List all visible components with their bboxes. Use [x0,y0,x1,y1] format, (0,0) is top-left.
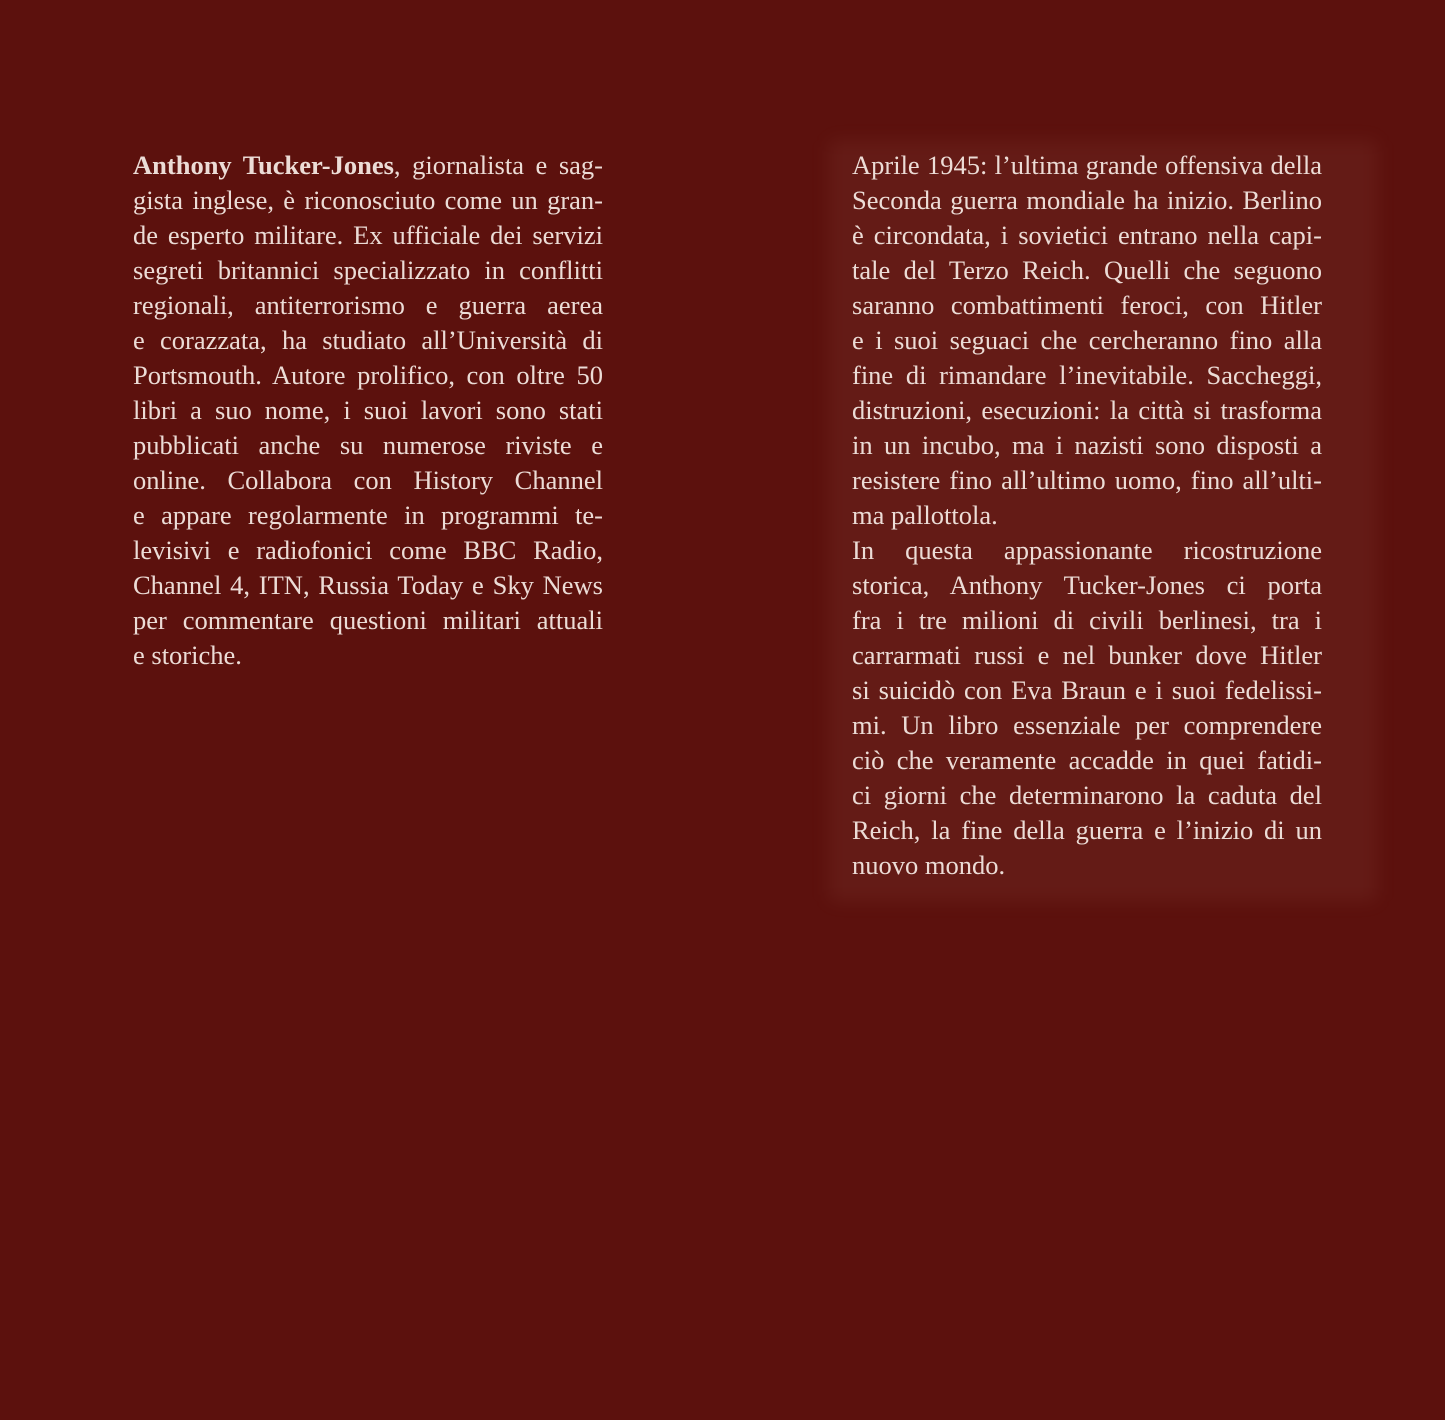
text-line: libri a suo nome, i suoi lavori sono stati [133,395,603,425]
text-line: ciò che veramente accadde in quei fatidi- [852,745,1322,775]
text-line: regionali, antiterrorismo e guerra aerea [133,290,603,320]
text-line: gista inglese, è riconosciuto come un gran- [133,185,603,215]
text-line: Seconda guerra mondiale ha inizio. Berlino [852,185,1322,215]
text-line: mi. Un libro essenziale per comprendere [852,710,1322,740]
text-line: online. Collabora con History Channel [133,465,603,495]
text-line: fine di rimandare l’inevitabile. Saccheggi, [852,360,1322,390]
text-line: e corazzata, ha studiato all’Università di [133,325,603,355]
text-line: de esperto militare. Ex ufficiale dei servizi [133,220,603,250]
text-line: ci giorni che determinarono la caduta del [852,780,1322,810]
text-line: Channel 4, ITN, Russia Today e Sky News [133,570,603,600]
author-name-bold: Anthony Tucker-Jones [133,150,394,180]
text-line: segreti britannici specializzato in conflitti [133,255,603,285]
text-line: e storiche. [133,640,242,670]
text-line: Aprile 1945: l’ultima grande offensiva della [852,150,1322,180]
text-line: nuovo mondo. [852,850,1006,880]
text-line: ma pallottola. [852,500,998,530]
text-line: e appare regolarmente in programmi te- [133,500,603,530]
author-bio-column [133,148,603,673]
synopsis-column [852,148,1322,883]
text-line: distruzioni, esecuzioni: la città si trasforma [852,395,1322,425]
text-line: resistere fino all’ultimo uomo, fino all’ulti- [852,465,1322,495]
text-line: tale del Terzo Reich. Quelli che seguono [852,255,1322,285]
text-line: levisivi e radiofonici come BBC Radio, [133,535,603,565]
text-line: storica, Anthony Tucker-Jones ci porta [852,570,1322,600]
text-line: carrarmati russi e nel bunker dove Hitler [852,640,1322,670]
text-line: In questa appassionante ricostruzione [852,535,1322,565]
text-line: saranno combattimenti feroci, con Hitler [852,290,1322,320]
text-line: si suicidò con Eva Braun e i suoi fedelissi- [852,675,1322,705]
text-line: Reich, la fine della guerra e l’inizio di un [852,815,1322,845]
text-line: Portsmouth. Autore prolifico, con oltre 50 [133,360,603,390]
text-line: Anthony Tucker-Jones, giornalista e sag- [133,150,603,180]
text-line: per commentare questioni militari attuali [133,605,603,635]
text-line: e i suoi seguaci che cercheranno fino alla [852,325,1322,355]
text-line: fra i tre milioni di civili berlinesi, tra i [852,605,1322,635]
text-line: è circondata, i sovietici entrano nella capi- [852,220,1322,250]
text-line: pubblicati anche su numerose riviste e [133,430,603,460]
text-line: in un incubo, ma i nazisti sono disposti a [852,430,1322,460]
